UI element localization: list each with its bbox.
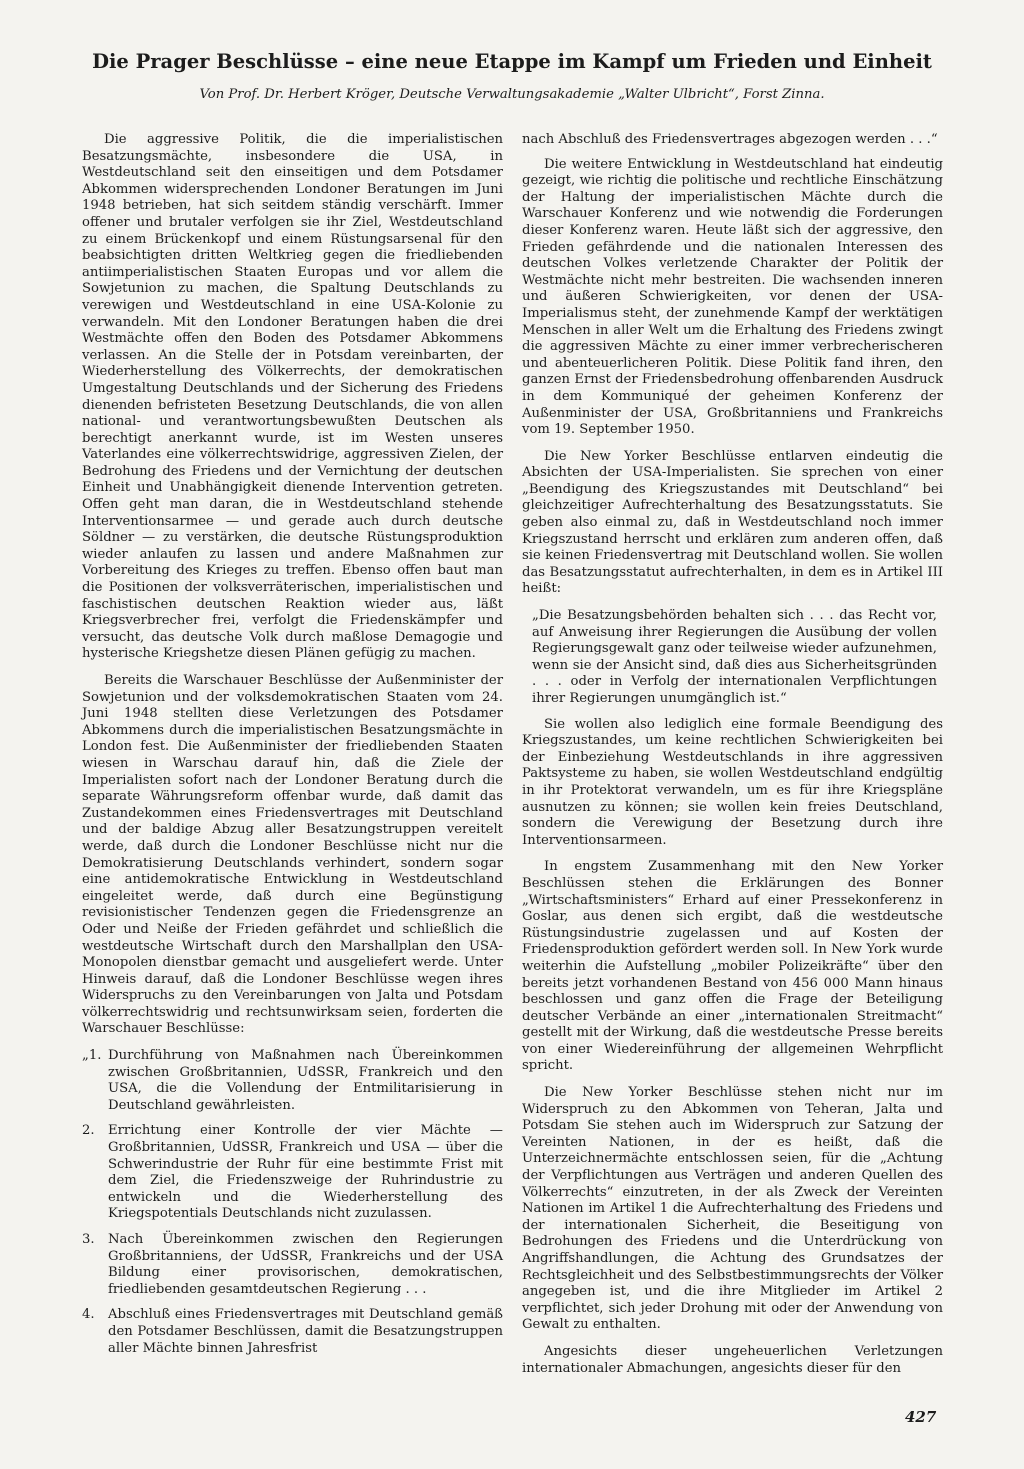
page-number: 427 [905, 1408, 937, 1426]
paragraph: Die New Yorker Beschlüsse entlarven eindeutig die Absichten der USA-Imperialisten. Sie sprechen von einer „Beendigung des Kriegszustandes mit Deutschland“ bei gleichzeitiger Aufrechterhaltung des Besatzungsstatuts. Sie geben also einmal zu, daß in Westdeutschland noch immer Kriegszustand herrscht und erklären zum anderen offen, daß sie keinen Friedensvertrag mit Deutschland wollen. Sie wollen das Besatzungsstatut aufrechterhalten, in dem es in Artikel III heißt: [522, 448, 943, 597]
list-number: 2. [82, 1123, 95, 1139]
list-number: 4. [82, 1307, 95, 1323]
paragraph: Angesichts dieser ungeheuerlichen Verletzungen internationaler Abmachungen, angesichts dieser für den [522, 1343, 943, 1376]
right-column [522, 132, 943, 1387]
list-number: „1. [82, 1048, 102, 1064]
warsaw-demands-list [82, 1048, 503, 1357]
left-column [82, 132, 503, 1366]
paragraph: Die aggressive Politik, die die imperialistischen Besatzungsmächte, insbesondere die USA, in Westdeutschland seit den einseitigen und dem Potsdamer Abkommen widersprechenden Londoner Beratungen im Juni 1948 betrieben, hat sich seitdem ständig verschärft. Immer offener und brutaler verfolgen sie ihr Ziel, Westdeutschland zu einem Brückenkopf und einem Rüstungsarsenal für den beabsichtigten dritten Weltkrieg gegen die friedliebenden antiimperialistischen Staaten Europas und vor allem die Sowjetunion zu machen, die Spaltung Deutschlands zu verewigen und Westdeutschland in eine USA-Kolonie zu verwandeln. Mit den Londoner Beratungen haben die drei Westmächte offen den Boden des Potsdamer Abkommens verlassen. An die Stelle der in Potsdam vereinbarten, der Wiederherstellung des Völkerrechts, der demokratischen Umgestaltung Deutschlands und der Sicherung des Friedens dienenden befristeten Besetzung Deutschlands, die von allen national- und verantwortungsbewußten Deutschen als berechtigt anerkannt wurde, ist im Westen unseres Vaterlandes eine völkerrechtswidrige, aggressiven Zielen, der Bedrohung des Friedens und der Vernichtung der deutschen Einheit und Unabhängigkeit dienende Intervention getreten. Offen geht man daran, die in Westdeutschland stehende Interventionsarmee — und gerade auch durch deutsche Söldner — zu verstärken, die deutsche Rüstungsproduktion wieder anlaufen zu lassen und andere Maßnahmen zur Vorbereitung des Krieges zu treffen. Ebenso offen baut man die Positionen der volksverräterischen, imperialistischen und faschistischen deutschen Reaktion wieder aus, läßt Kriegsverbrecher frei, verfolgt die Friedenskämpfer und versucht, das deutsche Volk durch maßlose Demagogie und hysterische Kriegshetze diesen Plänen gefügig zu machen. [82, 132, 503, 662]
list-number: 3. [82, 1232, 95, 1247]
list-item [82, 1232, 503, 1298]
paragraph: Die New Yorker Beschlüsse stehen nicht nur im Widerspruch zu den Abkommen von Teheran, Jalta und Potsdam Sie stehen auch im Widerspruch zur Satzung der Vereinten Nationen, in der es heißt, daß die Unterzeichnermächte entschlossen seien, für die „Achtung der Verpflichtungen aus Verträgen und anderen Quellen des Völkerrechts“ einzutreten, in der als Zweck der Vereinten Nationen im Artikel 1 die Aufrechterhaltung des Friedens und der internationalen Sicherheit, die Beseitigung von Bedrohungen des Friedens und die Unterdrückung von Angriffshandlungen, die Achtung des Grundsatzes der Rechtsgleichheit und des Selbstbestimmungsrechts der Völker angegeben ist, und die ihre Mitglieder im Artikel 2 verpflichtet, sich jeder Drohung mit oder der Anwendung von Gewalt zu enthalten. [522, 1085, 943, 1333]
paragraph: Bereits die Warschauer Beschlüsse der Außenminister der Sowjetunion und der volksdemokratischen Staaten vom 24. Juni 1948 stellten diese Verletzungen des Potsdamer Abkommens durch die imperialistischen Besatzungsmächte in London fest. Die Außenminister der friedliebenden Staaten wiesen in Warschau darauf hin, daß die Ziele der Imperialisten sofort nach der Londoner Beratung durch die separate Währungsreform offenbar wurde, daß damit das Zustandekommen eines Friedensvertrages mit Deutschland und der baldige Abzug aller Besatzungstruppen vereitelt werde, daß durch die Londoner Beschlüsse nicht nur die Demokratisierung Deutschlands verhindert, sondern sogar eine antidemokratische Entwicklung in Westdeutschland eingeleitet werde, daß durch eine Begünstigung revisionistischer Tendenzen gegen die Friedensgrenze an Oder und Neiße der Frieden gefährdet und schließlich die westdeutsche Wirtschaft durch den Marshallplan den USA-Monopolen dienstbar gemacht und ausgeliefert werde. Unter Hinweis darauf, daß die Londoner Beschlüsse wegen ihres Widerspruchs zu den Vereinbarungen von Jalta und Potsdam völkerrechtswidrig und rechtsunwirksam seien, forderten die Warschauer Beschlüsse: [82, 673, 503, 1037]
list-item [82, 1307, 503, 1357]
list-text: Durchführung von Maßnahmen nach Übereinkommen zwischen Großbritannien, UdSSR, Frankreich und den USA, die die Vollendung der Entmilitarisierung in Deutschland gewährleisten. [108, 1048, 503, 1113]
article-headline: Die Prager Beschlüsse – eine neue Etappe im Kampf um Frieden und Einheit [92, 50, 932, 73]
block-quote: „Die Besatzungsbehörden behalten sich . . . das Recht vor, auf Anweisung ihrer Regierungen die Ausübung der vollen Regierungsgewalt ganz oder teilweise wieder aufzunehmen, wenn sie der Ansicht sind, daß dies aus Sicherheitsgründen . . . oder in Verfolg der internationalen Verpflichtungen ihrer Regierungen unumgänglich ist.“ [532, 608, 937, 706]
list-item [82, 1123, 503, 1223]
paragraph: Sie wollen also lediglich eine formale Beendigung des Kriegszustandes, um keine rechtlichen Schwierigkeiten bei der Einbeziehung Westdeutschlands in ihre aggressiven Paktsysteme zu haben, sie wollen Westdeutschland endgültig in ihr Protektorat verwandeln, um es für ihre Kriegspläne ausnutzen zu können; sie wollen kein freies Deutschland, sondern die Verewigung der Besetzung durch ihre Interventionsarmeen. [522, 716, 943, 848]
list-text: Nach Übereinkommen zwischen den Regierungen Großbritanniens, der UdSSR, Frankreichs und der USA Bildung einer provisorischen, demokratischen, friedliebenden gesamtdeutschen Regierung . . . [108, 1232, 503, 1297]
article-byline: Von Prof. Dr. Herbert Kröger, Deutsche Verwaltungsakademie „Walter Ulbricht“, Forst Zinna. [199, 87, 825, 102]
paragraph: In engstem Zusammenhang mit den New Yorker Beschlüssen stehen die Erklärungen des Bonner „Wirtschaftsministers“ Erhard auf einer Pressekonferenz in Goslar, aus denen sich ergibt, daß die westdeutsche Rüstungsindustrie zugelassen und auf Kosten der Friedensproduktion gefördert werden soll. In New York wurde weiterhin die Aufstellung „mobiler Polizeikräfte“ über den bereits jetzt vorhandenen Bestand von 456 000 Mann hinaus beschlossen und ganz offen die Frage der Beteiligung deutscher Verbände an einer „internationalen Streitmacht“ gestellt mit der Wirkung, daß die westdeutsche Presse bereits von einer Wiedereinführung der allgemeinen Wehrpflicht spricht. [522, 859, 943, 1074]
paragraph-continuation: nach Abschluß des Friedensvertrages abgezogen werden . . .“ [522, 132, 938, 147]
list-text: Errichtung einer Kontrolle der vier Mächte — Großbritannien, UdSSR, Frankreich und USA — über die Schwerindustrie der Ruhr für eine bestimmte Frist mit dem Ziel, die Friedenszweige der Ruhrindustrie zu entwickeln und die Wiederherstellung des Kriegspotentials Deutschlands nicht zuzulassen. [108, 1123, 503, 1222]
paragraph: Die weitere Entwicklung in Westdeutschland hat eindeutig gezeigt, wie richtig die politische und rechtliche Einschätzung der Haltung der imperialistischen Mächte durch die Warschauer Konferenz und wie notwendig die Forderungen dieser Konferenz waren. Heute läßt sich der aggressive, den Frieden gefährdende und die nationalen Interessen des deutschen Volkes verletzende Charakter der Politik der Westmächte nicht mehr bestreiten. Die wachsenden inneren und äußeren Schwierigkeiten, vor denen der USA-Imperialismus steht, der zunehmende Kampf der werktätigen Menschen in aller Welt um die Erhaltung des Friedens zwingt die aggressiven Mächte zu einer immer verbrecherischeren und abenteuerlicheren Politik. Diese Politik fand ihren, den ganzen Ernst der Friedensbedrohung offenbarenden Ausdruck in dem Kommuniqué der geheimen Konferenz der Außenminister der USA, Großbritanniens und Frankreichs vom 19. September 1950. [522, 156, 943, 438]
list-item [82, 1048, 503, 1114]
list-text: Abschluß eines Friedensvertrages mit Deutschland gemäß den Potsdamer Beschlüssen, damit die Besatzungstruppen aller Mächte binnen Jahresfrist [108, 1307, 503, 1356]
